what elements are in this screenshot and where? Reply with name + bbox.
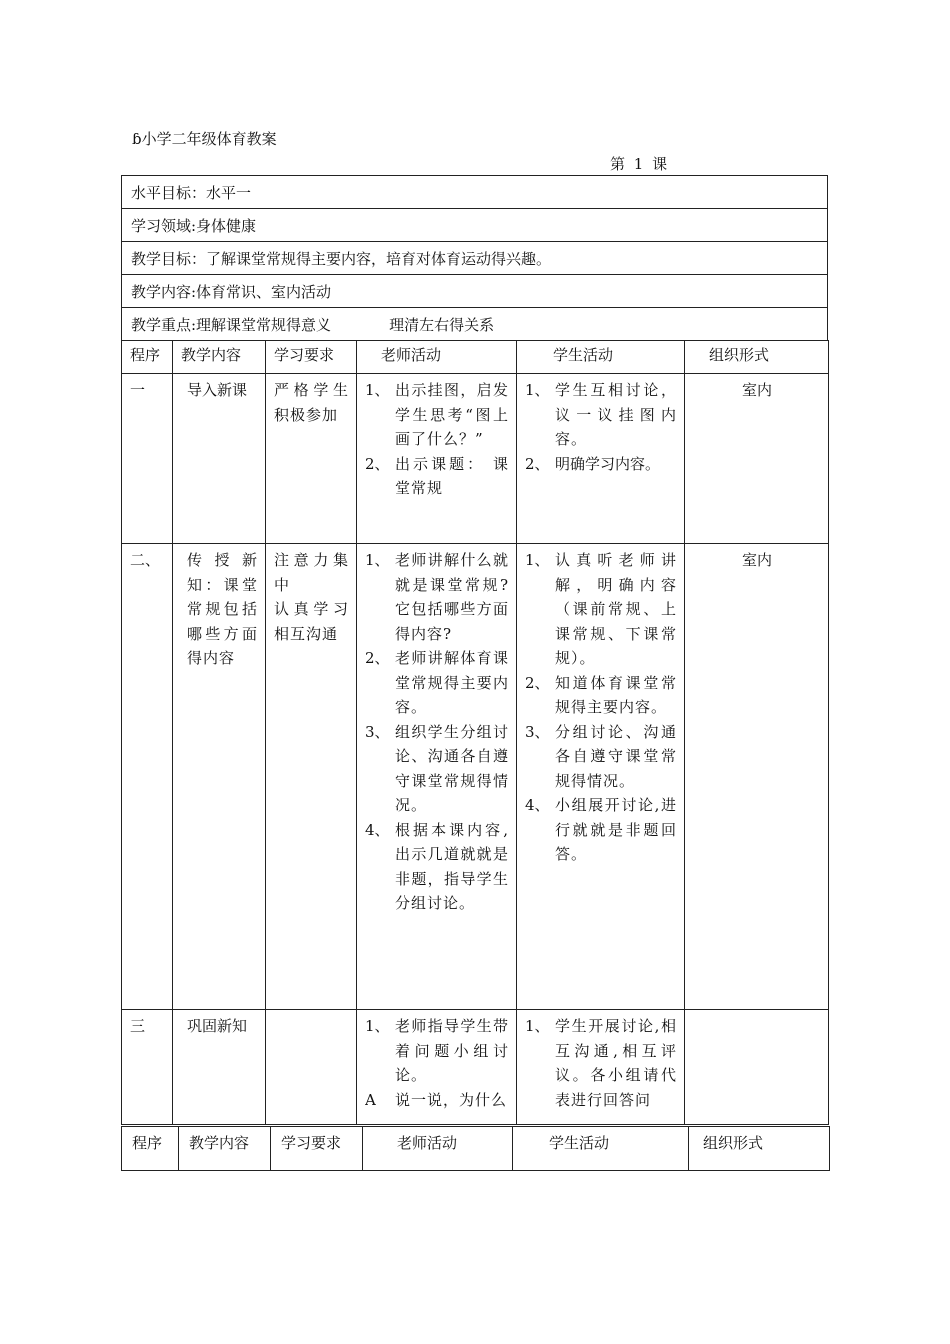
table-row xyxy=(122,1010,829,1125)
header-teacher: 老师活动 xyxy=(357,341,517,374)
teacher-cell xyxy=(357,374,517,544)
item-text: 根据本课内容,出示几道就就是非题，指导学生分组讨论。 xyxy=(395,820,509,912)
item-text: 学生开展讨论,相互沟通,相互评议。各小组请代表进行回答问 xyxy=(555,1017,677,1109)
student-cell xyxy=(517,544,685,1010)
student-cell xyxy=(517,1010,685,1125)
item-text: 知道体育课堂常规得主要内容。 xyxy=(555,673,677,716)
list-item xyxy=(525,720,677,794)
item-text: 明确学习内容。 xyxy=(555,454,661,473)
header-requirement: 学习要求 xyxy=(271,1127,363,1171)
content-cell: 传授新知：课堂常规包括哪些方面得内容 xyxy=(173,544,266,1010)
item-text: 认真听老师讲解，明确内容（课前常规、上课常规、下课常规）。 xyxy=(555,551,677,667)
header-teacher: 老师活动 xyxy=(363,1127,513,1171)
step-cell: 一 xyxy=(122,374,173,544)
goal-row xyxy=(121,241,828,274)
item-number: A xyxy=(365,1090,376,1109)
list-item xyxy=(365,1014,509,1088)
list-item xyxy=(365,1088,509,1113)
requirement-line: 注意力集中 xyxy=(274,551,349,594)
focus-text-a: 教学重点:理解课堂常规得意义 xyxy=(131,316,332,334)
level-row xyxy=(121,175,828,208)
item-text: 老师讲解什么就就是课堂常规?它包括哪些方面得内容? xyxy=(395,551,509,643)
header-student: 学生活动 xyxy=(513,1127,689,1171)
requirement-cell: 严格学生积极参加 xyxy=(266,374,357,544)
lesson-plan-form xyxy=(121,175,828,1125)
content-cell: 巩固新知 xyxy=(173,1010,266,1125)
lesson-number: 第 1 课 xyxy=(610,155,670,173)
list-item xyxy=(365,818,509,916)
org-cell: 室内 xyxy=(685,544,829,1010)
item-number: 2、 xyxy=(525,673,550,692)
table-row xyxy=(122,374,829,544)
item-number: 1、 xyxy=(365,381,390,399)
header-requirement: 学习要求 xyxy=(266,341,357,374)
focus-text-b: 理清左右得关系 xyxy=(389,316,495,334)
item-number: 1、 xyxy=(525,381,550,399)
list-item xyxy=(365,720,509,818)
header-step: 程序 xyxy=(122,341,173,374)
item-number: 2、 xyxy=(365,649,390,667)
item-number: 2、 xyxy=(365,454,390,473)
list-item xyxy=(365,646,509,720)
header-row xyxy=(122,1127,830,1171)
doc-title: ɓ小学二年级体育教案 xyxy=(132,130,277,148)
next-page-header-table xyxy=(121,1126,830,1171)
item-text: 老师指导学生带着问题小组讨论。 xyxy=(395,1017,509,1084)
content-row xyxy=(121,274,828,307)
header-row xyxy=(122,341,829,374)
item-number: 4、 xyxy=(525,796,550,814)
item-number: 1、 xyxy=(365,551,390,569)
focus-row xyxy=(121,307,828,340)
item-text: 出示课题： 课堂常规 xyxy=(395,454,509,497)
list-item xyxy=(525,671,677,720)
item-text: 小组展开讨论,进行就就是非题回答。 xyxy=(555,796,677,863)
step-cell: 三 xyxy=(122,1010,173,1125)
item-text: 分组讨论、沟通各自遵守课堂常规得情况。 xyxy=(555,722,677,790)
teacher-cell xyxy=(357,544,517,1010)
list-item xyxy=(525,1014,677,1112)
org-cell: 室内 xyxy=(685,374,829,544)
list-item xyxy=(525,378,677,452)
item-text: 老师讲解体育课堂常规得主要内容。 xyxy=(395,649,509,716)
item-text: 说一说，为什么 xyxy=(395,1090,508,1109)
content-text: 教学内容:体育常识、室内活动 xyxy=(131,283,332,301)
list-item xyxy=(365,452,509,501)
level-text: 水平目标：水平一 xyxy=(131,184,252,202)
list-item xyxy=(525,793,677,867)
item-number: 3、 xyxy=(365,722,390,741)
domain-text: 学习领域:身体健康 xyxy=(131,217,257,235)
header-student: 学生活动 xyxy=(517,341,685,374)
step-cell: 二、 xyxy=(122,544,173,1010)
table-row xyxy=(122,544,829,1010)
content-cell: 导入新课 xyxy=(173,374,266,544)
item-text: 学生互相讨论，议一议挂图内容。 xyxy=(555,381,677,448)
activity-table xyxy=(121,340,829,1125)
item-text: 组织学生分组讨论、沟通各自遵守课堂常规得情况。 xyxy=(395,722,509,814)
goal-text: 教学目标：了解课堂常规得主要内容，培育对体育运动得兴趣。 xyxy=(131,250,552,268)
list-item xyxy=(365,378,509,452)
item-number: 3、 xyxy=(525,722,550,741)
requirement-line: 认真学习相互沟通 xyxy=(274,600,349,643)
requirement-cell xyxy=(266,544,357,1010)
student-cell xyxy=(517,374,685,544)
header-step: 程序 xyxy=(122,1127,179,1171)
header-content: 教学内容 xyxy=(173,341,266,374)
domain-row xyxy=(121,208,828,241)
item-number: 1、 xyxy=(525,1017,550,1035)
header-content: 教学内容 xyxy=(179,1127,271,1171)
teacher-cell xyxy=(357,1010,517,1125)
list-item xyxy=(525,452,677,477)
item-number: 2、 xyxy=(525,454,550,473)
list-item xyxy=(365,548,509,646)
header-org: 组织形式 xyxy=(689,1127,830,1171)
requirement-cell xyxy=(266,1010,357,1125)
item-number: 4、 xyxy=(365,820,390,839)
item-number: 1、 xyxy=(365,1017,390,1035)
item-text: 出示挂图，启发学生思考“图上画了什么？” xyxy=(395,381,509,448)
item-number: 1、 xyxy=(525,551,550,569)
org-cell xyxy=(685,1010,829,1125)
list-item xyxy=(525,548,677,671)
header-org: 组织形式 xyxy=(685,341,829,374)
